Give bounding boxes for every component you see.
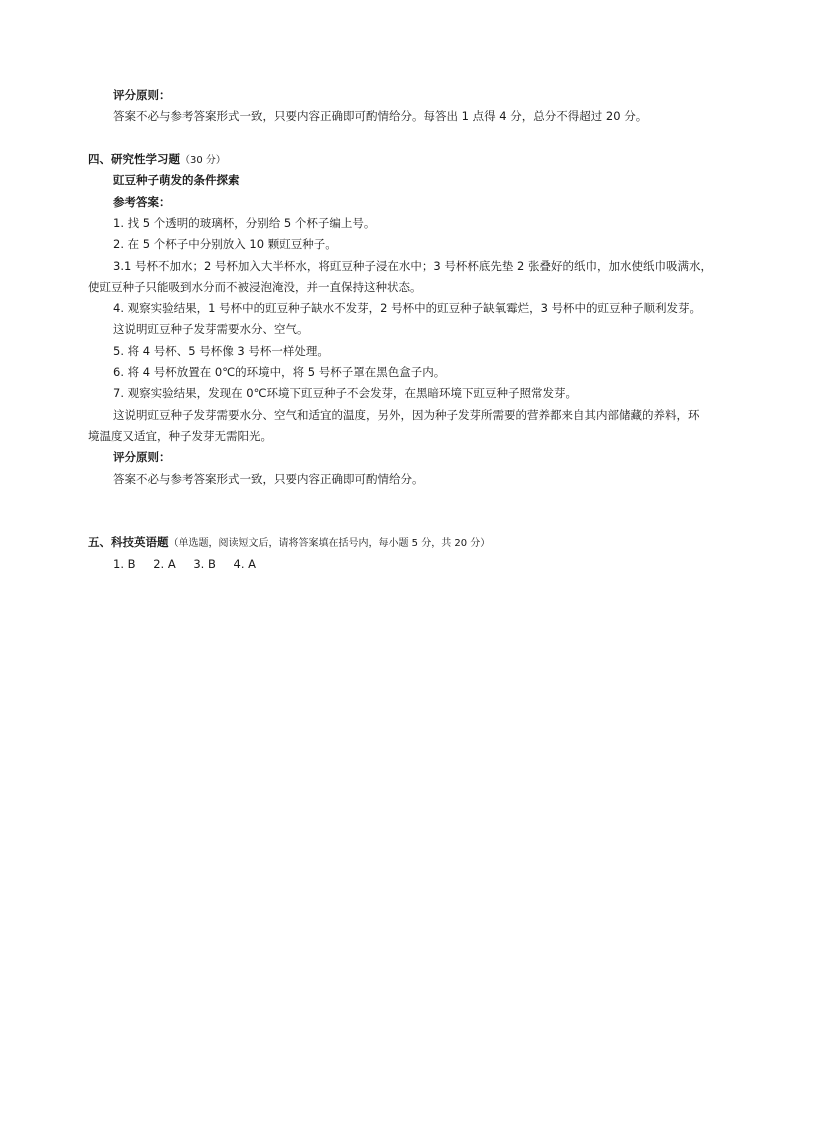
step-line: 6. 将 4 号杯放置在 0℃的环境中，将 5 号杯子罩在黑色盒子内。 [113,365,446,379]
step-line: 7. 观察实验结果，发现在 0℃环境下豇豆种子不会发芽，在黑暗环境下豇豆种子照常发芽。 [113,386,578,400]
section5-score-note: （单选题，阅读短文后，请将答案填在括号内，每小题 5 分，共 20 分） [168,538,491,549]
answer-item: 1. B [113,557,136,571]
section5-answers [113,556,270,572]
section4-heading [88,151,226,169]
answer-item: 4. A [233,557,257,571]
step-line: 2. 在 5 个杯子中分别放入 10 颗豇豆种子。 [113,237,337,251]
section5-title: 五、科技英语题 [88,535,169,549]
section4-title: 四、研究性学习题 [88,152,180,166]
step-line: 4. 观察实验结果，1 号杯中的豇豆种子缺水不发芽，2 号杯中的豇豆种子缺氧霉烂，3 号杯中的豇豆种子顺利发芽。 [113,301,702,315]
section5-heading [88,534,490,552]
step-line: 1. 找 5 个透明的玻璃杯，分别给 5 个杯子编上号。 [113,216,376,230]
section4-topic: 豇豆种子萌发的条件探索 [113,173,240,187]
step-line: 这说明豇豆种子发芽需要水分、空气和适宜的温度，另外，因为种子发芽所需要的营养都来自其内部储藏的养料，环 [113,408,700,422]
step-line: 这说明豇豆种子发芽需要水分、空气。 [113,322,309,336]
scoring-heading: 评分原则： [113,88,171,102]
step-line: 3.1 号杯不加水；2 号杯加入大半杯水，将豇豆种子浸在水中；3 号杯杯底先垫 2 张叠好的纸巾，加水使纸巾吸满水， [113,259,713,273]
section4-scoring-text: 答案不必与参考答案形式一致，只要内容正确即可酌情给分。 [113,472,424,486]
section4-score-note: （30 分） [180,155,226,166]
answer-item: 3. B [193,557,216,571]
answer-item: 2. A [153,557,176,571]
step-line: 5. 将 4 号杯、5 号杯像 3 号杯一样处理。 [113,344,329,358]
section4-scoring-heading: 评分原则： [113,450,171,464]
step-line: 境温度又适宜，种子发芽无需阳光。 [88,429,272,443]
scoring-text: 答案不必与参考答案形式一致，只要内容正确即可酌情给分。每答出 1 点得 4 分，总分不得超过 20 分。 [113,109,648,123]
step-line: 使豇豆种子只能吸到水分而不被浸泡淹没，并一直保持这种状态。 [88,280,422,294]
reference-answer-heading: 参考答案： [113,195,171,209]
